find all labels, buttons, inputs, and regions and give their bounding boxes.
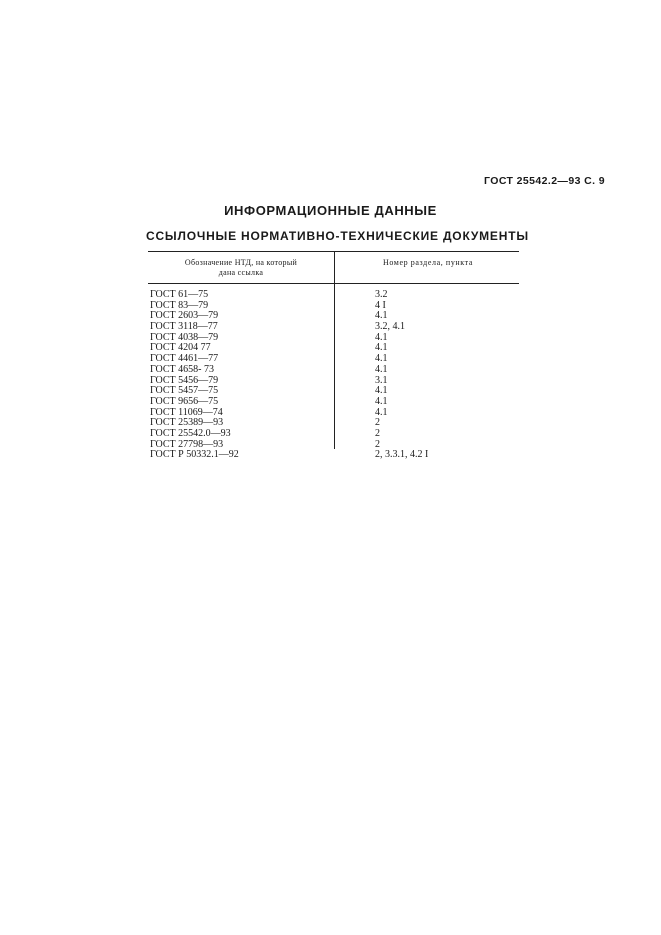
table-row: [150, 365, 510, 376]
section-cell: 4.1: [375, 331, 388, 343]
section-cell: 2: [375, 427, 380, 439]
section-cell: 4.1: [375, 353, 388, 365]
page-header: ГОСТ 25542.2—93 С. 9: [484, 175, 605, 187]
table-row: [150, 450, 510, 461]
section-cell: 4 I: [375, 299, 386, 311]
column-header-document: [152, 258, 330, 278]
column-header-document-line1: Обозначение НТД, на который: [184, 258, 298, 267]
column-header-document-line2: дана ссылка: [218, 268, 264, 277]
document-cell: ГОСТ 5456—79: [150, 374, 219, 386]
document-cell: ГОСТ 4204 77: [150, 342, 211, 354]
table-row: [150, 397, 510, 408]
section-title: ИНФОРМАЦИОННЫЕ ДАННЫЕ: [224, 203, 437, 218]
section-cell: 4.1: [375, 385, 388, 397]
document-cell: ГОСТ 9656—75: [150, 395, 219, 407]
document-cell: ГОСТ 27798—93: [150, 438, 224, 450]
document-cell: ГОСТ 4658- 73: [150, 363, 214, 375]
section-cell: 4.1: [375, 310, 388, 322]
section-cell: 4.1: [375, 395, 388, 407]
document-cell: ГОСТ 2603—79: [150, 310, 219, 322]
section-cell: 2: [375, 438, 380, 450]
reference-table: [150, 290, 510, 461]
section-cell: 4.1: [375, 406, 388, 418]
document-cell: ГОСТ 25389—93: [150, 417, 224, 429]
document-cell: ГОСТ 61—75: [150, 289, 209, 300]
document-cell: ГОСТ Р 50332.1—92: [150, 449, 239, 461]
section-cell: 2: [375, 417, 380, 429]
section-cell: 3.2: [375, 289, 388, 300]
document-cell: ГОСТ 5457—75: [150, 385, 219, 397]
section-cell: 3.1: [375, 374, 388, 386]
document-cell: ГОСТ 4038—79: [150, 331, 219, 343]
section-cell: 4.1: [375, 342, 388, 354]
column-header-section: Номер раздела, пункта: [382, 258, 474, 267]
document-cell: ГОСТ 83—79: [150, 299, 209, 311]
section-cell: 2, 3.3.1, 4.2 I: [375, 449, 429, 461]
section-cell: 3.2, 4.1: [375, 321, 405, 333]
document-cell: ГОСТ 4461—77: [150, 353, 219, 365]
section-cell: 4.1: [375, 363, 388, 375]
document-cell: ГОСТ 3118—77: [150, 321, 218, 333]
section-subtitle: ССЫЛОЧНЫЕ НОРМАТИВНО-ТЕХНИЧЕСКИЕ ДОКУМЕНТЫ: [146, 229, 529, 243]
document-cell: ГОСТ 25542.0—93: [150, 427, 231, 439]
document-cell: ГОСТ 11069—74: [150, 406, 223, 418]
